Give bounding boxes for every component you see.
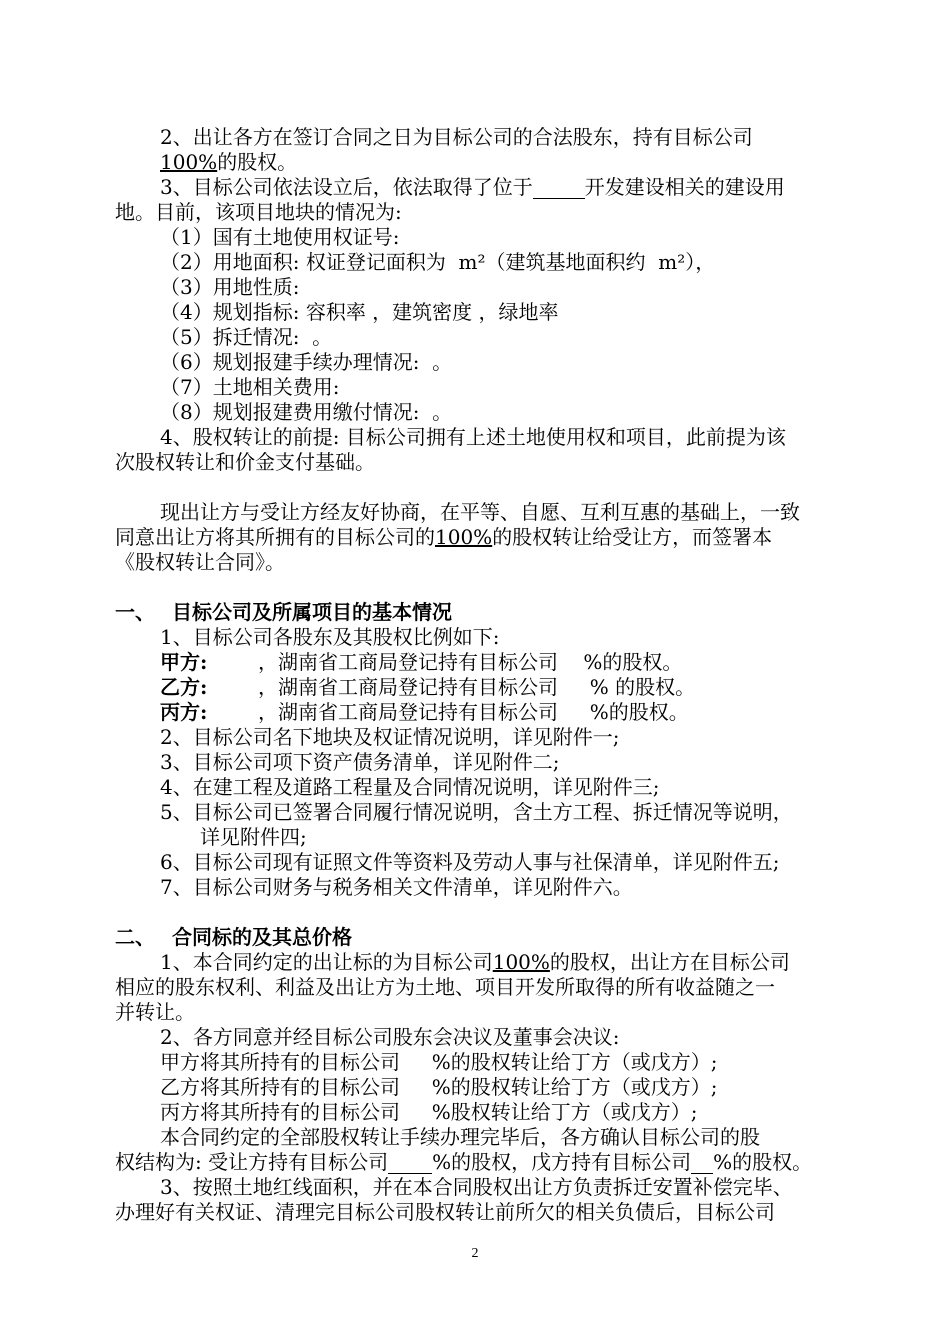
section-2-heading: 合同标的及其总价格 — [172, 925, 352, 949]
shareholder-b-name: 乙方: — [160, 675, 208, 699]
clause-2-line-1: 2、出让各方在签订合同之日为目标公司的合法股东，持有目标公司 — [160, 125, 753, 149]
intro-line-1: 现出让方与受让方经友好协商，在平等、自愿、互利互惠的基础上，一致 — [160, 500, 800, 524]
land-item-3: （3）用地性质: — [160, 275, 300, 299]
intro-text-a: 同意出让方将其所拥有的目标公司的 — [115, 525, 435, 549]
transfer-line-a: 甲方将其所持有的目标公司 %的股权转让给丁方（或戊方）; — [160, 1050, 718, 1074]
location-blank — [533, 178, 585, 199]
transfer-line-c: 丙方将其所持有的目标公司 %股权转让给丁方（或戊方）; — [160, 1100, 698, 1124]
intro-text-b: 的股权转让给受让方，而签署本 — [492, 525, 773, 549]
section-1-item-7: 7、目标公司财务与税务相关文件清单，详见附件六。 — [160, 875, 633, 899]
land-item-2: （2）用地面积: 权证登记面积为 m²（建筑基地面积约 m²）， — [160, 250, 716, 274]
transfer-line-b: 乙方将其所持有的目标公司 %的股权转让给丁方（或戊方）; — [160, 1075, 718, 1099]
buyer-percent-blank — [388, 1153, 432, 1174]
section-1-item-2: 2、目标公司名下地块及权证情况说明，详见附件一; — [160, 725, 620, 749]
section-2-clause-3-line-1: 3、按照土地红线面积，并在本合同股权出让方负责拆迁安置补偿完毕、 — [160, 1175, 793, 1199]
page-number: 2 — [471, 1246, 479, 1261]
clause-text-a: 1、本合同约定的出让标的为目标公司 — [160, 950, 493, 974]
shareholder-a-text: ，湖南省工商局登记持有目标公司 %的股权。 — [258, 650, 683, 674]
land-item-8: （8）规划报建费用缴付情况: 。 — [160, 400, 453, 424]
percent-underlined: 100% — [435, 525, 493, 549]
structure-text-b: %的股权，戊方持有目标公司 — [432, 1150, 692, 1174]
land-item-5: （5）拆迁情况: 。 — [160, 325, 333, 349]
shareholder-b-text: ，湖南省工商局登记持有目标公司 % 的股权。 — [258, 675, 696, 699]
clause-2-rest: 的股权。 — [217, 150, 298, 174]
land-item-6: （6）规划报建手续办理情况: 。 — [160, 350, 453, 374]
section-1-item-4: 4、在建工程及道路工程量及合同情况说明，详见附件三; — [160, 775, 660, 799]
land-item-1: （1）国有土地使用权证号: — [160, 225, 400, 249]
land-item-4: （4）规划指标: 容积率 ，建筑密度 ，绿地率 — [160, 300, 559, 324]
intro-line-3: 《股权转让合同》。 — [115, 550, 285, 574]
wu-percent-blank — [691, 1153, 713, 1174]
section-1-item-5-line-2: 详见附件四; — [200, 825, 307, 849]
section-1-item-5-line-1: 5、目标公司已签署合同履行情况说明，含土方工程、拆迁情况等说明， — [160, 800, 793, 824]
section-1-heading: 目标公司及所属项目的基本情况 — [172, 600, 452, 624]
clause-4-line-1: 4、股权转让的前提: 目标公司拥有上述土地使用权和项目，此前提为该 — [160, 425, 786, 449]
structure-text-c: %的股权。 — [713, 1150, 813, 1174]
clause-3-line-2: 地。目前，该项目地块的情况为: — [115, 200, 402, 224]
section-2-clause-2: 2、各方同意并经目标公司股东会决议及董事会决议: — [160, 1025, 620, 1049]
clause-3-text-a: 3、目标公司依法设立后，依法取得了位于 — [160, 175, 533, 199]
section-1-number: 一、 — [115, 600, 155, 624]
section-2-clause-1-line-1 — [160, 950, 790, 974]
shareholder-c-name: 丙方: — [160, 700, 208, 724]
section-2-clause-3-line-2: 办理好有关权证、清理完目标公司股权转让前所欠的相关负债后，目标公司 — [115, 1200, 775, 1224]
shareholder-c-text: ，湖南省工商局登记持有目标公司 %的股权。 — [258, 700, 689, 724]
clause-text-b: 的股权，出让方在目标公司 — [549, 950, 790, 974]
share-structure-line-1: 本合同约定的全部股权转让手续办理完毕后，各方确认目标公司的股 — [160, 1125, 760, 1149]
percent-underlined: 100% — [160, 150, 218, 174]
section-1-item-3: 3、目标公司项下资产债务清单，详见附件二; — [160, 750, 560, 774]
clause-4-line-2: 次股权转让和价金支付基础。 — [115, 450, 375, 474]
clause-3-line-1 — [160, 175, 785, 199]
section-2-number: 二、 — [115, 925, 155, 949]
percent-underlined: 100% — [492, 950, 550, 974]
clause-2-line-2 — [160, 150, 297, 174]
share-structure-line-2 — [115, 1150, 812, 1174]
section-1-item-6: 6、目标公司现有证照文件等资料及劳动人事与社保清单，详见附件五; — [160, 850, 780, 874]
intro-line-2 — [115, 525, 772, 549]
structure-text-a: 权结构为: 受让方持有目标公司 — [115, 1150, 389, 1174]
section-2-clause-1-line-3: 并转让。 — [115, 1000, 195, 1024]
land-item-7: （7）土地相关费用: — [160, 375, 340, 399]
section-1-item-1: 1、目标公司各股东及其股权比例如下: — [160, 625, 500, 649]
clause-3-text-b: 开发建设相关的建设用 — [584, 175, 785, 199]
section-2-clause-1-line-2: 相应的股东权利、利益及出让方为土地、项目开发所取得的所有收益随之一 — [115, 975, 775, 999]
shareholder-a-name: 甲方: — [160, 650, 208, 674]
